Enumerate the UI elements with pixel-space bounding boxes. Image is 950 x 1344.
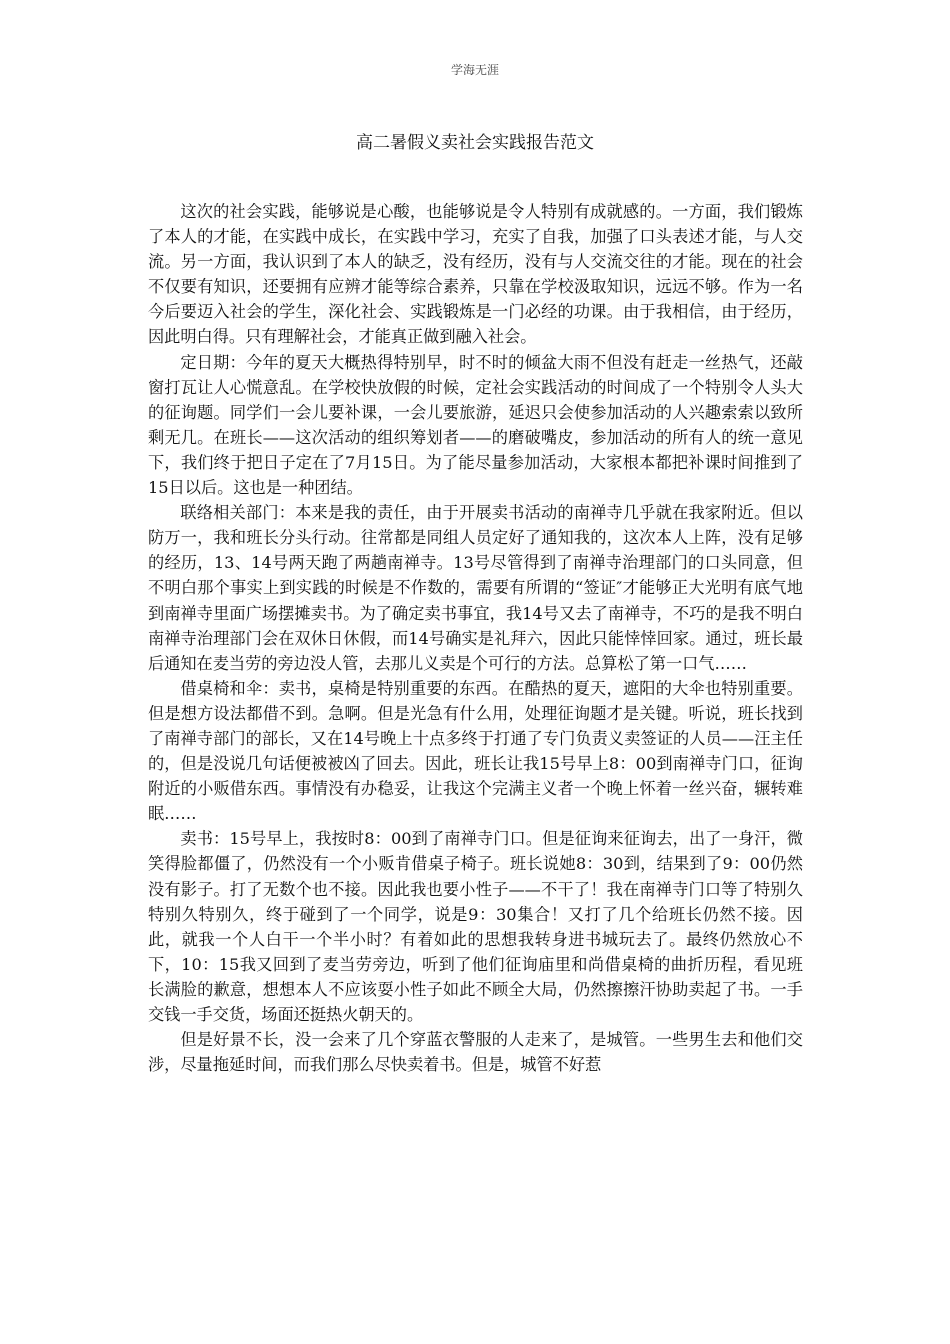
page-header: 学海无涯	[450, 63, 499, 77]
paragraph-borrow-tables: 借桌椅和伞：卖书，桌椅是特别重要的东西。在酷热的夏天，遮阳的大伞也特别重要。但是想方设法都借不到。急啊。但是光急有什么用，处理征询题才是关键。听说，班长找到了南禅寺部门的部长，又在14号晚上十点多终于打通了专门负责义卖签证的人员——汪主任的，但是没说几句话便被被凶了回去。因此，班长让我15号早上8：00到南禅寺门口，征询附近的小贩借东西。事情没有办稳妥，让我这个完满主义者一个晚上怀着一丝兴奋，辗转难眠……	[148, 678, 803, 824]
paragraph-selling-books: 卖书：15号早上，我按时8：00到了南禅寺门口。但是征询来征询去，出了一身汗，微笑得脸都僵了，仍然没有一个小贩肯借桌子椅子。班长说她8：30到，结果到了9：00仍然没有影子。打了无数个也不接。因此我也要小性子——不干了！我在南禅寺门口等了特别久特别久特别久，终于碰到了一个同学，说是9：30集合！又打了几个给班长仍然不接。因此，就我一个人白干一个半小时？有着如此的思想我转身进书城玩去了。最终仍然放心不下，10：15我又回到了麦当劳旁边，听到了他们征询庙里和尚借桌椅的曲折历程，看见班长满脸的歉意，想想本人不应该耍小性子如此不顾全大局，仍然擦擦汗协助卖起了书。一手交钱一手交货，场面还挺热火朝天的。	[148, 829, 803, 1024]
paragraph-set-date: 定日期：今年的夏天大概热得特别早，时不时的倾盆大雨不但没有赶走一丝热气，还敲窗打瓦让人心慌意乱。在学校快放假的时候，定社会实践活动的时间成了一个特别令人头大的征询题。同学们一会儿要补课，一会儿要旅游，延迟只会使参加活动的人兴趣索索以致所剩无几。在班长——这次活动的组织筹划者——的磨破嘴皮，参加活动的所有人的统一意见下，我们终于把日子定在了7月15日。为了能尽量参加活动，大家根本都把补课时间推到了15日以后。这也是一种团结。	[148, 352, 803, 498]
paragraph-city-management: 但是好景不长，没一会来了几个穿蓝衣警服的人走来了，是城管。一些男生去和他们交涉，尽量拖延时间，而我们那么尽快卖着书。但是，城管不好惹	[148, 1030, 803, 1075]
document-body	[148, 199, 803, 1077]
document-title: 高二暑假义卖社会实践报告范文	[356, 133, 594, 153]
paragraph-intro: 这次的社会实践，能够说是心酸，也能够说是令人特别有成就感的。一方面，我们锻炼了本人的才能，在实践中成长，在实践中学习，充实了自我，加强了口头表述才能，与人交流。另一方面，我认识到了本人的缺乏，没有经历，没有与人交流交往的才能。现在的社会不仅要有知识，还要拥有应辨才能等综合素养，只靠在学校汲取知识，远远不够。作为一名今后要迈入社会的学生，深化社会、实践锻炼是一门必经的功课。由于我相信，由于经历，因此明白得。只有理解社会，才能真正做到融入社会。	[148, 202, 803, 347]
paragraph-contact-departments: 联络相关部门：本来是我的责任，由于开展卖书活动的南禅寺几乎就在我家附近。但以防万一，我和班长分头行动。往常都是同组人员定好了通知我的，这次本人上阵，没有足够的经历，13、14号两天跑了两趟南禅寺。13号尽管得到了南禅寺治理部门的口头同意，但不明白那个事实上到实践的时候是不作数的，需要有所谓的“签证″才能够正大光明有底气地到南禅寺里面广场摆摊卖书。为了确定卖书事宜，我14号又去了南禅寺，不巧的是我不明白南禅寺治理部门会在双休日休假，而14号确实是礼拜六，因此只能悻悻回家。通过，班长最后通知在麦当劳的旁边没人管，去那儿义卖是个可行的方法。总算松了第一口气……	[148, 503, 803, 673]
